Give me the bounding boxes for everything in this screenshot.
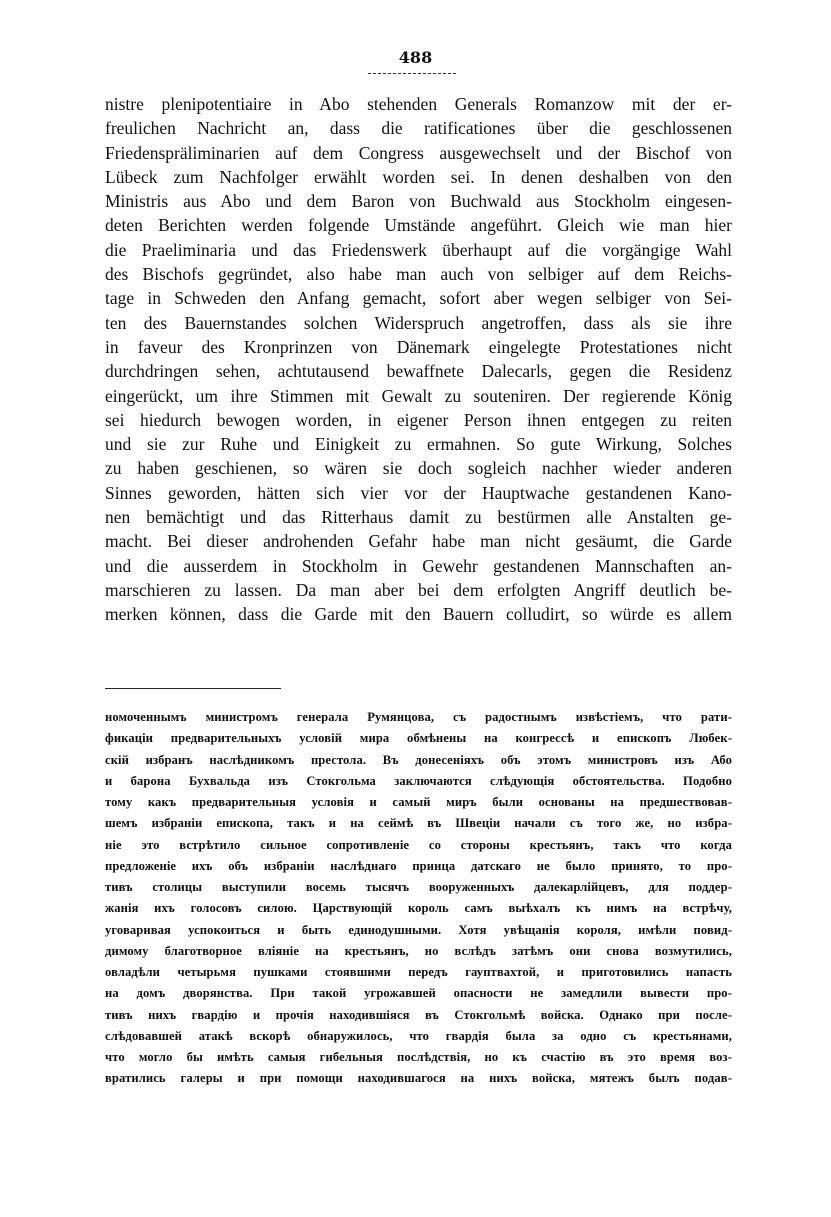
footnote-line: и барона Бухвальда изъ Стокгольма заключаются слѣдующія обстоятельства. Подобно <box>105 773 732 788</box>
footnote-line: номоченнымъ министромъ генерала Румянцова, съ радостнымъ извѣстіемъ, что рати- <box>105 710 732 724</box>
main-text-line: zu haben geschienen, so wären sie doch sogleich nachher wieder anderen <box>105 458 732 479</box>
main-text-line: nen bemächtigt und das Ritterhaus damit zu bestürmen alle Anstalten ge- <box>105 507 732 528</box>
main-text-line: freulichen Nachricht an, dass die ratificationes über die geschlossenen <box>105 118 732 139</box>
main-text-line: ten des Bauernstandes solchen Widerspruch angetroffen, dass als sie ihre <box>105 312 732 333</box>
footnote-line: фикаціи предварительныхъ условій мира обмѣнены на конгрессѣ и епископъ Любек- <box>105 731 732 746</box>
footnote-line: на домъ дворянства. При такой угрожавшей опасности не замедлили вывести про- <box>105 986 732 1001</box>
main-text-line: Ministris aus Abo und dem Baron von Buchwald aus Stockholm eingesen- <box>105 191 732 212</box>
main-text-line: Sinnes geworden, hätten sich vier vor der Hauptwache gestandenen Kano- <box>105 482 732 503</box>
main-text-line: in faveur des Kronprinzen von Dänemark eingelegte Protestationes nicht <box>105 336 732 357</box>
footnote-line: тивъ столицы выступили восемь тысячъ вооруженныхъ далекарлійцевъ, для поддер- <box>105 880 732 894</box>
footnote-line: жанія ихъ голосовъ силою. Царствующій король самъ выѣхалъ къ нимъ на встрѣчу, <box>105 901 732 916</box>
main-text-line: des Bischofs gegründet, also habe man auch von selbiger auf dem Reichs- <box>105 264 732 285</box>
footnote-line: овладѣли четырьмя пушками стоявшими передъ гауптвахтой, и приготовились напасть <box>105 965 732 979</box>
footnote-line: слѣдовавшей атакѣ вскорѣ обнаружилось, что гвардія была за одно съ крестьянами, <box>105 1028 732 1043</box>
footnote-line: димому благотворное вліяніе на крестьянъ, но вслѣдъ затѣмъ они снова возмутились, <box>105 943 732 958</box>
footnote-line: тивъ нихъ гвардію и прочія находившіяся въ Стокгольмѣ войска. Однако при после- <box>105 1007 732 1022</box>
main-text-line: sei hiedurch bewogen worden, in eigener Person ihnen entgegen zu reiten <box>105 409 732 430</box>
footnote-line: уговаривая успокоиться и быть единодушными. Хотя увѣщанія короля, имѣли повид- <box>105 922 732 937</box>
main-text-line: die Praeliminaria und das Friedenswerk überhaupt auf die vorgängige Wahl <box>105 239 732 260</box>
main-text-line: und sie zur Ruhe und Einigkeit zu ermahnen. So gute Wirkung, Solches <box>105 434 732 455</box>
footnote-line: что могло бы имѣть самыя гибельныя послѣдствія, но къ счастію въ это время воз- <box>105 1050 732 1064</box>
footnote-line: тому какъ предварительныя условія и самый миръ были основаны на предшествовав- <box>105 795 732 809</box>
main-text-line: deten Berichten werden folgende Umstände angeführt. Gleich wie man hier <box>105 215 732 236</box>
footnote-line: шемъ избраніи епископа, такъ и на сеймѣ въ Швеціи начали съ того же, но избра- <box>105 816 732 831</box>
main-text-line: marschieren zu lassen. Da man aber bei dem erfolgten Angriff deutlich be- <box>105 579 732 600</box>
footnote-line: ніе это встрѣтило сильное сопротивленіе со стороны крестьянъ, такъ что когда <box>105 837 732 852</box>
main-text-line: und die ausserdem in Stockholm in Gewehr gestandenen Mannschaften an- <box>105 555 732 576</box>
footnote-rule <box>105 688 281 689</box>
main-text <box>105 92 732 627</box>
main-text-line: durchdringen sehen, achtutausend bewaffnete Dalecarls, gegen die Residenz <box>105 361 732 382</box>
header-rule <box>368 73 456 74</box>
main-text-line: tage in Schweden den Anfang gemacht, sofort aber wegen selbiger von Sei- <box>105 288 732 309</box>
main-text-line: nistre plenipotentiaire in Abo stehenden Generals Romanzow mit der er- <box>105 94 732 114</box>
footnote-text <box>105 707 732 1090</box>
footnote-line: вратились галеры и при помощи находившагося на нихъ войска, мятежъ былъ подав- <box>105 1071 732 1086</box>
main-text-line: eingerückt, um ihre Stimmen mit Gewalt zu souteniren. Der regierende König <box>105 385 732 406</box>
page-number: 488 <box>398 48 433 67</box>
footnote-line: скій избранъ наслѣдникомъ престола. Въ донесеніяхъ объ этомъ министровъ изъ Або <box>105 752 732 767</box>
main-text-line: Friedenspräliminarien auf dem Congress ausgewechselt und der Bischof von <box>105 142 732 163</box>
footnote-line: предложеніе ихъ объ избраніи наслѣднаго принца датскаго не было принято, то про- <box>105 858 732 873</box>
main-text-line: macht. Bei dieser androhenden Gefahr habe man nicht gesäumt, die Garde <box>105 531 732 552</box>
main-text-line: Lübeck zum Nachfolger erwählt worden sei. In denen deshalben von den <box>105 166 732 187</box>
main-text-line: merken können, dass die Garde mit den Bauern colludirt, so würde es allem <box>105 604 732 625</box>
